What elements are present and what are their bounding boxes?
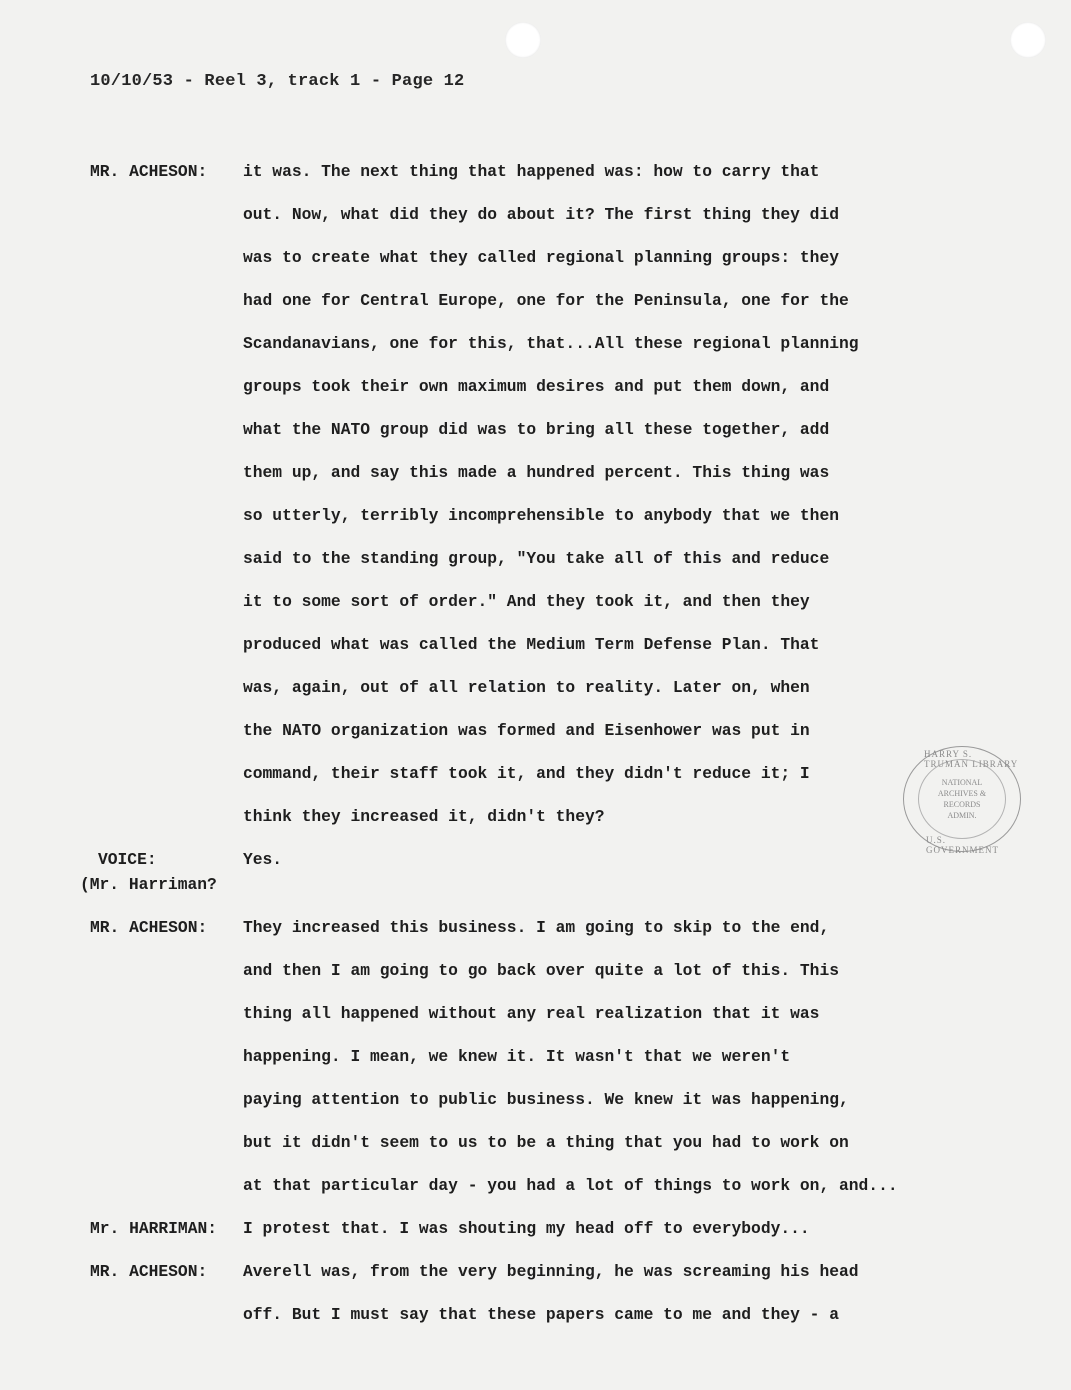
line-text: it was. The next thing that happened was: how to carry that [243,162,820,181]
line-text: but it didn't seem to us to be a thing that you had to work on [243,1133,849,1152]
transcript-line [90,246,990,289]
line-text: Yes. [243,850,283,869]
transcript-line [90,1260,990,1303]
transcript-line [90,461,990,504]
transcript-line [90,848,990,873]
stamp-center-line: RECORDS [943,800,981,809]
line-text: thing all happened without any real realization that it was [243,1004,820,1023]
transcript-line [90,676,990,719]
line-text: it to some sort of order." And they took it, and then they [243,592,810,611]
speaker-label: MR. ACHESON: [90,918,208,937]
line-text: at that particular day - you had a lot of things to work on, and... [243,1176,898,1195]
speaker-label: (Mr. Harriman? [80,875,217,894]
line-text: produced what was called the Medium Term Defense Plan. That [243,635,820,654]
speaker-label: MR. ACHESON: [90,1262,208,1281]
transcript-line [90,1174,990,1217]
archive-stamp [903,746,1021,855]
line-text: and then I am going to go back over quite a lot of this. This [243,961,839,980]
line-text: happening. I mean, we knew it. It wasn't that we weren't [243,1047,791,1066]
page-header: 10/10/53 - Reel 3, track 1 - Page 12 [90,72,465,91]
transcript-line [90,590,990,633]
stamp-ring-bottom-text: U.S. GOVERNMENT [926,835,999,855]
transcript-line [90,762,990,805]
transcript-line [90,1088,990,1131]
transcript-line [90,916,990,959]
line-text: so utterly, terribly incomprehensible to anybody that we then [243,506,839,525]
line-text: out. Now, what did they do about it? The first thing they did [243,205,839,224]
stamp-center-line: ADMIN. [947,811,977,820]
transcript-line [90,1045,990,1088]
line-text: said to the standing group, "You take all of this and reduce [243,549,830,568]
line-text: Scandanavians, one for this, that...All these regional planning [243,334,859,353]
transcript-line [90,547,990,590]
line-text: was to create what they called regional planning groups: they [243,248,839,267]
transcript-line [90,203,990,246]
transcript-body [80,160,990,1346]
stamp-ring-top-text: HARRY S. TRUMAN LIBRARY [924,749,1019,769]
transcript-line [90,719,990,762]
transcript-line [90,160,990,203]
line-text: paying attention to public business. We knew it was happening, [243,1090,849,1109]
line-text: was, again, out of all relation to reality. Later on, when [243,678,810,697]
line-text: off. But I must say that these papers came to me and they - a [243,1305,839,1324]
stamp-center-text [904,777,1020,821]
transcript-line [90,289,990,332]
transcript-line [80,873,990,916]
punch-hole [505,22,541,58]
line-text: think they increased it, didn't they? [243,807,605,826]
transcript-line [90,1303,990,1346]
speaker-label: VOICE: [98,850,157,869]
punch-hole [1010,22,1046,58]
line-text: groups took their own maximum desires and put them down, and [243,377,830,396]
transcript-line [90,1217,990,1260]
line-text: them up, and say this made a hundred percent. This thing was [243,463,830,482]
transcript-line [90,1131,990,1174]
line-text: what the NATO group did was to bring all these together, add [243,420,830,439]
line-text: command, their staff took it, and they didn't reduce it; I [243,764,810,783]
speaker-label: Mr. HARRIMAN: [90,1219,218,1238]
line-text: the NATO organization was formed and Eisenhower was put in [243,721,810,740]
line-text: Averell was, from the very beginning, he was screaming his head [243,1262,859,1281]
stamp-center-line: ARCHIVES & [937,789,987,798]
transcript-line [90,959,990,1002]
transcript-line [90,805,990,848]
speaker-label: MR. ACHESON: [90,162,208,181]
transcript-line [90,504,990,547]
transcript-line [90,375,990,418]
transcript-line [90,633,990,676]
line-text: I protest that. I was shouting my head off to everybody... [243,1219,810,1238]
transcript-line [90,332,990,375]
stamp-center-line: NATIONAL [941,778,983,787]
transcript-line [90,418,990,461]
line-text: They increased this business. I am going to skip to the end, [243,918,830,937]
line-text: had one for Central Europe, one for the Peninsula, one for the [243,291,849,310]
transcript-line [90,1002,990,1045]
